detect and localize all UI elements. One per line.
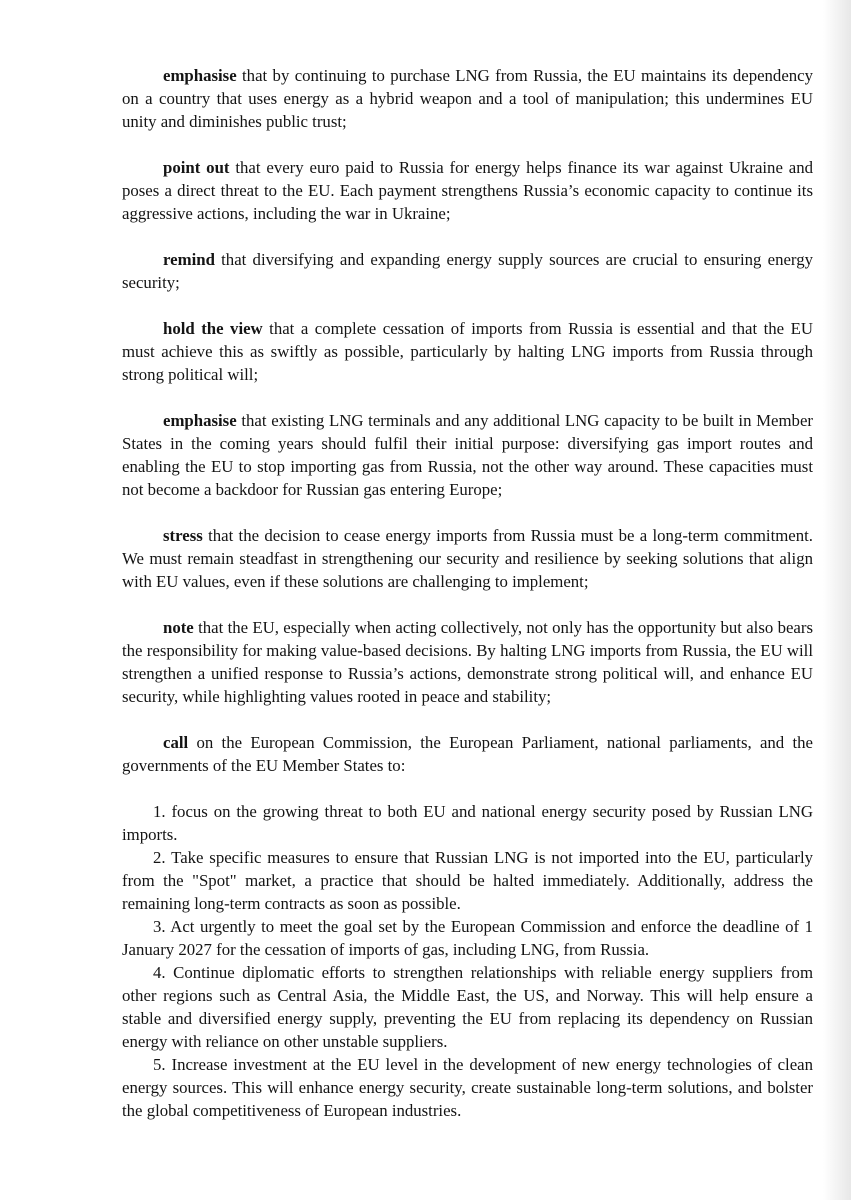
paragraph-keyword: emphasise: [163, 411, 237, 430]
paragraph-keyword: hold the view: [163, 319, 263, 338]
resolution-paragraph-emphasise: [122, 64, 813, 133]
list-item-text: Take specific measures to ensure that Russian LNG is not imported into the EU, particularly from the "Spot" market, a practice that should be halted immediately. Additionally, address the remaining long-term contracts as soon as possible.: [122, 848, 813, 913]
paragraph-keyword: call: [163, 733, 189, 752]
resolution-paragraph-hold-the-view: [122, 317, 813, 386]
list-item: [122, 915, 813, 961]
resolution-paragraph-remind: [122, 248, 813, 294]
list-item: [122, 800, 813, 846]
paragraph-text: that diversifying and expanding energy supply sources are crucial to ensuring energy security;: [122, 250, 813, 292]
list-item-number: 1.: [153, 802, 166, 821]
resolution-paragraph-stress: [122, 524, 813, 593]
list-item-text: Continue diplomatic efforts to strengthen relationships with reliable energy suppliers from other regions such as Central Asia, the Middle East, the US, and Norway. This will help ensure a stable and diversified energy supply, preventing the EU from replacing its dependency on Russian energy with reliance on other unstable suppliers.: [122, 963, 813, 1051]
resolution-paragraph-note: [122, 616, 813, 708]
paragraph-keyword: note: [163, 618, 194, 637]
list-item: [122, 961, 813, 1053]
list-item: [122, 1053, 813, 1122]
resolution-paragraph-emphasise-lng-terminals: [122, 409, 813, 501]
paragraph-keyword: point out: [163, 158, 230, 177]
paragraph-keyword: stress: [163, 526, 203, 545]
list-item-number: 2.: [153, 848, 166, 867]
resolution-paragraph-point-out: [122, 156, 813, 225]
list-item-text: Increase investment at the EU level in the development of new energy technologies of clean energy sources. This will enhance energy security, create sustainable long-term solutions, and bolster the global competitiveness of European industries.: [122, 1055, 813, 1120]
page-edge-shadow: [823, 0, 851, 1200]
list-item-number: 3.: [153, 917, 166, 936]
paragraph-text: that by continuing to purchase LNG from Russia, the EU maintains its dependency on a country that uses energy as a hybrid weapon and a tool of manipulation; this undermines EU unity and diminishes public trust;: [122, 66, 813, 131]
paragraph-text: that existing LNG terminals and any additional LNG capacity to be built in Member States in the coming years should fulfil their initial purpose: diversifying gas import routes and enabling the EU to stop importing gas from Russia, not the other way around. These capacities must not become a backdoor for Russian gas entering Europe;: [122, 411, 813, 499]
list-item-text: focus on the growing threat to both EU and national energy security posed by Russian LNG imports.: [122, 802, 813, 844]
paragraph-keyword: remind: [163, 250, 215, 269]
paragraph-text: that every euro paid to Russia for energy helps finance its war against Ukraine and poses a direct threat to the EU. Each payment strengthens Russia’s economic capacity to continue its aggressive actions, including the war in Ukraine;: [122, 158, 813, 223]
list-item: [122, 846, 813, 915]
list-item-text: Act urgently to meet the goal set by the European Commission and enforce the deadline of 1 January 2027 for the cessation of imports of gas, including LNG, from Russia.: [122, 917, 813, 959]
list-item-number: 5.: [153, 1055, 166, 1074]
paragraph-text: that the EU, especially when acting collectively, not only has the opportunity but also bears the responsibility for making value-based decisions. By halting LNG imports from Russia, the EU will strengthen a unified response to Russia’s actions, demonstrate strong political will, and enhance EU security, while highlighting values rooted in peace and stability;: [122, 618, 813, 706]
numbered-list: [122, 800, 813, 1122]
paragraph-keyword: emphasise: [163, 66, 237, 85]
list-item-number: 4.: [153, 963, 166, 982]
paragraph-text: on the European Commission, the European Parliament, national parliaments, and the governments of the EU Member States to:: [122, 733, 813, 775]
resolution-paragraph-call: [122, 731, 813, 777]
paragraph-text: that a complete cessation of imports from Russia is essential and that the EU must achieve this as swiftly as possible, particularly by halting LNG imports from Russia through strong political will;: [122, 319, 813, 384]
paragraph-text: that the decision to cease energy imports from Russia must be a long-term commitment. We must remain steadfast in strengthening our security and resilience by seeking solutions that align with EU values, even if these solutions are challenging to implement;: [122, 526, 813, 591]
